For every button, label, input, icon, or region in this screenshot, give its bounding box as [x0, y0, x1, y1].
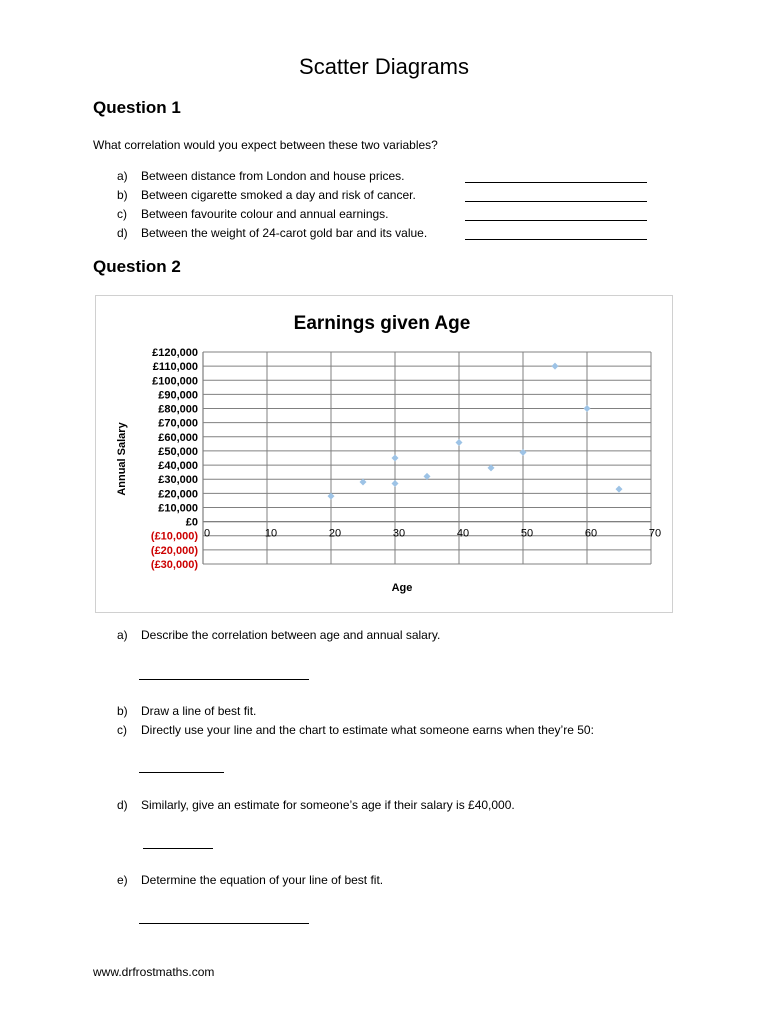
footer-url[interactable]: www.drfrostmaths.com: [93, 965, 215, 979]
data-point: [584, 405, 591, 412]
q1-item-text: Between cigarette smoked a day and risk of cancer.: [141, 188, 416, 202]
answer-line-c[interactable]: [139, 772, 224, 773]
y-tick-label: (£10,000): [150, 530, 198, 543]
answer-line-e[interactable]: [139, 923, 309, 924]
page-title: Scatter Diagrams: [299, 54, 469, 79]
data-point: [616, 486, 623, 493]
y-tick-label: (£30,000): [150, 559, 198, 571]
q1-item-b: [117, 188, 652, 204]
q1-item-label: d): [117, 226, 128, 240]
q1-item-label: c): [117, 207, 127, 221]
data-point: [392, 480, 399, 487]
data-point: [520, 449, 527, 456]
y-tick-label: £80,000: [158, 403, 198, 416]
y-tick-label: £100,000: [152, 375, 198, 388]
q1-item-label: a): [117, 169, 128, 183]
x-tick-label: 10: [264, 527, 278, 540]
q1-item-d: [117, 226, 652, 242]
answer-line-a[interactable]: [139, 679, 309, 680]
q2-item-label: a): [117, 628, 128, 642]
y-tick-label: £50,000: [158, 445, 198, 458]
question-2-heading: Question 2: [93, 257, 181, 276]
q1-item-text: Between favourite colour and annual earnings.: [141, 207, 389, 221]
q2-item-label: d): [117, 798, 128, 812]
x-axis-ticks: [204, 528, 661, 540]
answer-line[interactable]: [465, 239, 647, 240]
q1-item-c: [117, 207, 652, 223]
q2-item-text: Similarly, give an estimate for someone’s age if their salary is £40,000.: [141, 798, 515, 812]
q1-item-text: Between the weight of 24-carot gold bar and its value.: [141, 226, 428, 240]
y-axis-ticks: [151, 347, 198, 571]
x-tick-label: 70: [648, 527, 662, 540]
q2-item-text: Directly use your line and the chart to estimate what someone earns when they’re 50:: [141, 723, 594, 737]
x-tick-label: 60: [584, 527, 598, 540]
scatter-chart: [95, 295, 673, 613]
data-point: [552, 363, 559, 370]
y-tick-label: £40,000: [158, 460, 198, 473]
q2-item-label: c): [117, 723, 127, 737]
x-axis-label: Age: [391, 582, 413, 594]
answer-line[interactable]: [465, 220, 647, 221]
y-tick-label: £90,000: [158, 389, 198, 402]
answer-line[interactable]: [465, 182, 647, 183]
y-tick-label: £110,000: [152, 361, 198, 374]
answer-line-d[interactable]: [143, 848, 213, 849]
data-point: [392, 455, 399, 462]
x-tick-label: 40: [456, 527, 470, 540]
x-tick-label: 50: [520, 527, 534, 540]
y-tick-label: (£20,000): [150, 544, 198, 557]
question-1-heading: Question 1: [93, 98, 181, 117]
y-tick-label: £30,000: [158, 474, 198, 487]
data-point: [456, 439, 463, 446]
q2-item-text: Determine the equation of your line of best fit.: [141, 873, 384, 887]
x-tick-label: 0: [203, 527, 211, 540]
q1-item-text: Between distance from London and house prices.: [141, 169, 405, 183]
y-tick-label: £70,000: [158, 417, 198, 430]
y-tick-label: £20,000: [158, 488, 198, 501]
q2-item-label: e): [117, 873, 128, 887]
x-tick-label: 30: [392, 527, 406, 540]
q1-item-a: [117, 169, 652, 185]
q2-item-text: Draw a line of best fit.: [141, 704, 257, 718]
y-tick-label: £60,000: [158, 431, 198, 444]
question-1-intro: What correlation would you expect between these two variables?: [93, 138, 438, 152]
q2-item-label: b): [117, 704, 128, 718]
y-tick-label: £10,000: [158, 502, 198, 515]
y-axis-label: Annual Salary: [116, 422, 128, 496]
q2-item-text: Describe the correlation between age and annual salary.: [141, 628, 441, 642]
y-tick-label: £0: [185, 516, 198, 529]
q1-item-label: b): [117, 188, 128, 202]
y-tick-label: £120,000: [152, 347, 198, 359]
chart-title: Earnings given Age: [293, 313, 471, 334]
answer-line[interactable]: [465, 201, 647, 202]
x-tick-label: 20: [328, 527, 342, 540]
